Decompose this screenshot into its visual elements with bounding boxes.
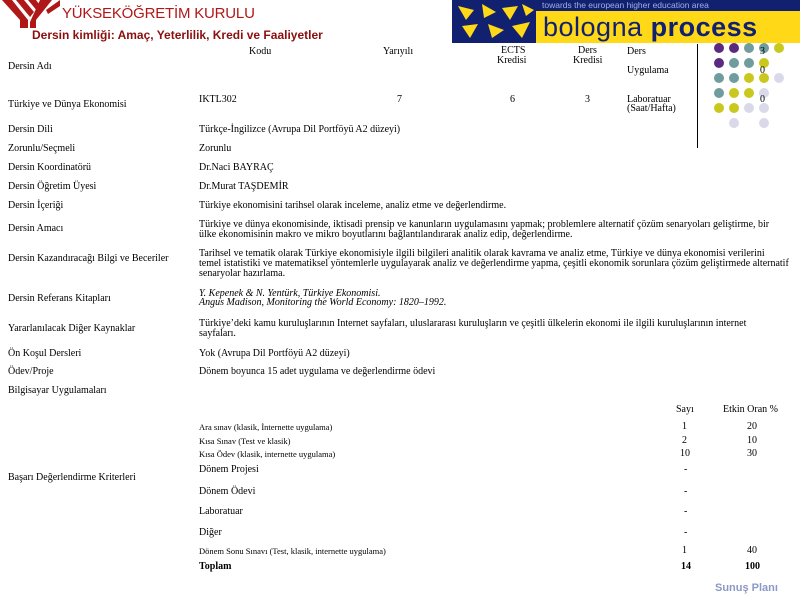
col-ects-2: Kredisi (497, 55, 527, 66)
col-yariyili: Yarıyılı (383, 46, 414, 57)
assessment-item-name: Dönem Ödevi (199, 486, 256, 497)
right-ders: Ders (627, 46, 646, 57)
assessment-item-name: Kısa Ödev (klasik, internette uygulama) (199, 449, 336, 459)
icerik-value: Türkiye ekonomisini tarihsel olarak inceleme, analiz etme ve değerlendirme. (199, 200, 507, 211)
col-ders-2: Kredisi (573, 55, 603, 66)
yok-logo-mark-icon (2, 0, 60, 28)
dot (744, 88, 754, 98)
dili-label: Dersin Dili (8, 124, 53, 135)
dersin-adi-label: Dersin Adı (8, 61, 52, 72)
vertical-divider (697, 44, 698, 148)
dot (774, 73, 784, 83)
dot (714, 43, 724, 53)
right-val-uygulama: 0 (760, 65, 765, 76)
dot (714, 88, 724, 98)
dot (729, 58, 739, 68)
assessment-item-count: 10 (680, 448, 690, 459)
dot (729, 118, 739, 128)
odev-label: Ödev/Proje (8, 366, 54, 377)
koordinator-label: Dersin Koordinatörü (8, 162, 92, 173)
assessment-item-count: - (684, 464, 688, 475)
assessment-item-name: Diğer (199, 527, 222, 538)
ogretim-value: Dr.Murat TAŞDEMİR (199, 181, 289, 192)
assessment-item-count: 1 (682, 421, 687, 432)
col-ders-1: Ders (578, 45, 597, 56)
dot (759, 118, 769, 128)
assessment-item-count: - (684, 506, 688, 517)
assessment-total-count: 14 (681, 561, 691, 572)
col-ects-1: ECTS (501, 45, 526, 56)
assessment-item-count: 2 (682, 435, 687, 446)
assessment-total-label: Toplam (199, 561, 232, 572)
assessment-item-rate: 30 (747, 448, 757, 459)
icerik-label: Dersin İçeriği (8, 200, 64, 211)
right-lab-2: (Saat/Hafta) (627, 103, 676, 114)
kazandiracagi-label: Dersin Kazandıracağı Bilgi ve Beceriler (8, 253, 169, 264)
dot (714, 58, 724, 68)
assessment-item-name: Kısa Sınav (Test ve klasik) (199, 436, 291, 446)
dot (744, 73, 754, 83)
bologna-title (536, 11, 800, 43)
course-semester: 7 (397, 94, 402, 105)
assessment-item-rate: 20 (747, 421, 757, 432)
koordinator-value: Dr.Naci BAYRAÇ (199, 162, 274, 173)
assessment-item-count: - (684, 486, 688, 497)
dot (714, 73, 724, 83)
dot (729, 103, 739, 113)
right-uygulama: Uygulama (627, 65, 669, 76)
course-code: IKTL302 (199, 94, 237, 105)
amac-label: Dersin Amacı (8, 223, 64, 234)
col-oran: Etkin Oran % (723, 404, 778, 415)
col-kodu: Kodu (249, 46, 272, 57)
bologna-tagline: towards the european higher education area (536, 0, 800, 11)
amac-value: Türkiye ve dünya ekonomisinde, iktisadi prensip ve kanunların uygulamasını yapmak; problemlere alternatif çözüm senaryoları geliştirme, bir ülke ekonomisinin makro ve mikro boyutlarını bağlantılandırarak analiz edip, değerlendirme. (199, 219, 770, 240)
kitaplar-value-1: Y. Kepenek & N. Yentürk, Türkiye Ekonomisi. (199, 288, 381, 299)
dot (729, 88, 739, 98)
assessment-item-rate: 40 (747, 545, 757, 556)
assessment-item-name: Ara sınav (klasik, İnternette uygulama) (199, 422, 333, 432)
dot (729, 73, 739, 83)
ogretim-label: Dersin Öğretim Üyesi (8, 181, 97, 192)
dot (744, 43, 754, 53)
bologna-stars-icon (452, 0, 536, 43)
col-sayi: Sayı (676, 404, 694, 415)
dot (714, 103, 724, 113)
onkosul-label: Ön Koşul Dersleri (8, 348, 82, 359)
dot (744, 103, 754, 113)
page-title: Dersin kimliği: Amaç, Yeterlilik, Kredi ve Faaliyetler (32, 28, 323, 42)
dot (744, 58, 754, 68)
yok-logo (0, 0, 255, 28)
dot (729, 43, 739, 53)
assessment-item-rate: 10 (747, 435, 757, 446)
kitaplar-value-2: Angus Madison, Monitoring the World Economy: 1820–1992. (199, 297, 447, 308)
kaynaklar-label: Yararlanılacak Diğer Kaynaklar (8, 323, 136, 334)
assessment-item-count: 1 (682, 545, 687, 556)
right-val-lab: 0 (760, 94, 765, 105)
kaynaklar-value: Türkiye’deki kamu kuruluşlarının Internet sayfaları, uluslararası kuruluşların ve çeşitli ülkelerin ekonomi ile ilgili kuruluşlarının internet sayfaları. (199, 318, 747, 339)
bologna-title-word: bologna (543, 12, 643, 42)
odev-value: Dönem boyunca 15 adet uygulama ve değerlendirme ödevi (199, 366, 436, 377)
sunus-plani-link[interactable]: Sunuş Planı (715, 582, 778, 594)
assessment-item-name: Dönem Projesi (199, 464, 259, 475)
dot (774, 43, 784, 53)
kitaplar-label: Dersin Referans Kitapları (8, 293, 111, 304)
zorunlu-label: Zorunlu/Seçmeli (8, 143, 76, 154)
zorunlu-value: Zorunlu (199, 143, 232, 154)
course-credit: 3 (585, 94, 590, 105)
right-val-ders: 3 (760, 46, 765, 57)
course-ects: 6 (510, 94, 515, 105)
logo-text: YÜKSEKÖĞRETİM KURULU (62, 5, 255, 22)
assessment-label: Başarı Değerlendirme Kriterleri (8, 472, 136, 483)
bilgisayar-label: Bilgisayar Uygulamaları (8, 385, 107, 396)
right-lab-1: Laboratuar (627, 94, 671, 105)
bologna-banner (452, 0, 800, 43)
course-name: Türkiye ve Dünya Ekonomisi (8, 99, 127, 110)
kazandiracagi-value: Tarihsel ve tematik olarak Türkiye ekonomisiyle ilgili bilgileri analitik olarak kavrama ve analiz etme, Türkiye ve dünya ekonomisi verilerini temel istatistiki ve matematiksel yöntemlerle uygulayarak analiz ve değerlendirme yapma, çeşitli ekonomik sorunlara çözüm geliştirmede alternatif senaryolar hazırlama. (199, 248, 789, 279)
assessment-item-name: Dönem Sonu Sınavı (Test, klasik, internette uygulama) (199, 546, 386, 556)
bologna-title-process: process (650, 12, 758, 42)
dili-value: Türkçe-İngilizce (Avrupa Dil Portföyü A2 düzeyi) (199, 124, 401, 135)
assessment-item-name: Laboratuar (199, 506, 243, 517)
assessment-item-count: - (684, 527, 688, 538)
onkosul-value: Yok (Avrupa Dil Portföyü A2 düzeyi) (199, 348, 350, 359)
assessment-total-rate: 100 (745, 561, 760, 572)
